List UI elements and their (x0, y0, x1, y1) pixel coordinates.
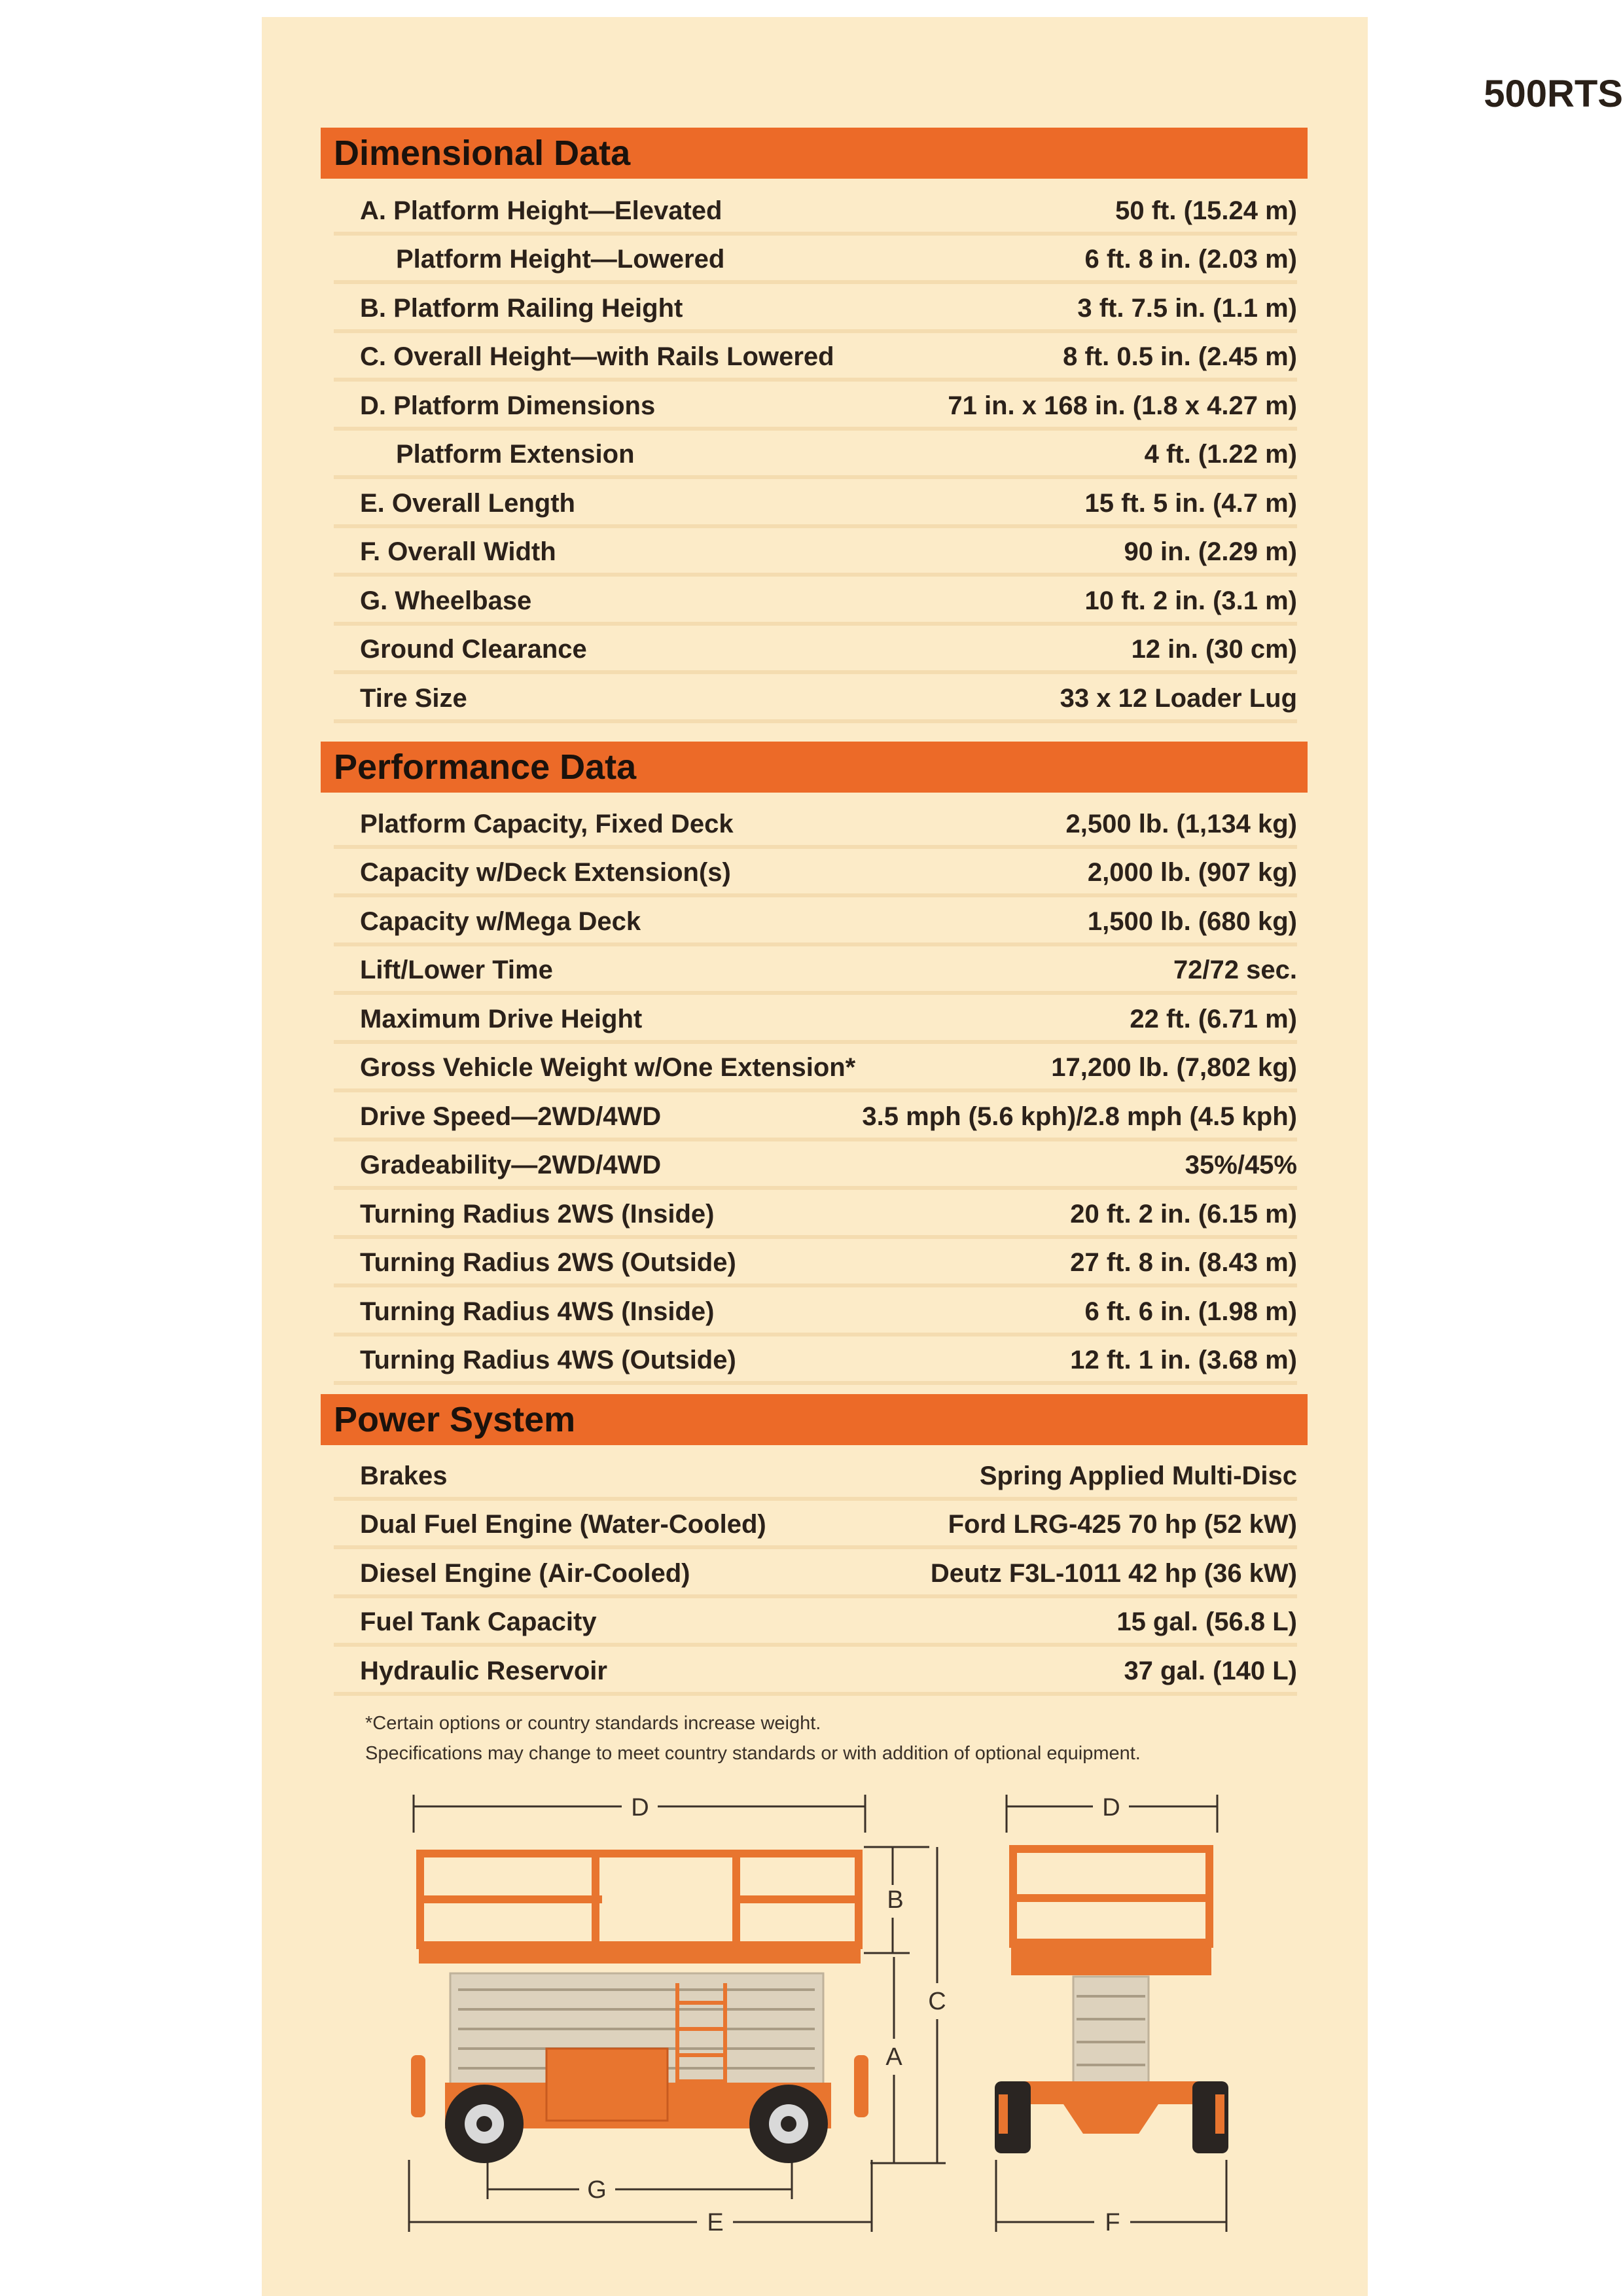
footnote-change: Specifications may change to meet country standards or with addition of optional equipment. (365, 1743, 1141, 1764)
spec-value: 3 ft. 7.5 in. (1.1 m) (1077, 293, 1297, 323)
dim-label-c: C (928, 1988, 946, 2015)
section-header-power: Power System (321, 1394, 1308, 1445)
section-header-performance: Performance Data (321, 742, 1308, 793)
footnote-weight: *Certain options or country standards increase weight. (365, 1713, 821, 1734)
spec-value: Deutz F3L-1011 42 hp (36 kW) (930, 1558, 1297, 1588)
dim-label-a: A (885, 2043, 902, 2071)
side-view-machine (411, 1854, 868, 2163)
spec-value: 4 ft. (1.22 m) (1144, 440, 1297, 469)
spec-label: Gross Vehicle Weight w/One Extension* (360, 1053, 856, 1083)
spec-label: Tire Size (360, 683, 467, 713)
spec-label: E. Overall Length (360, 488, 575, 518)
spec-label: Drive Speed—2WD/4WD (360, 1102, 662, 1131)
spec-label: A. Platform Height—Elevated (360, 196, 722, 225)
spec-value: 3.5 mph (5.6 kph)/2.8 mph (4.5 kph) (862, 1102, 1297, 1131)
spec-label: Hydraulic Reservoir (360, 1656, 607, 1685)
spec-label: Turning Radius 2WS (Inside) (360, 1199, 715, 1229)
spec-value: 2,500 lb. (1,134 kg) (1065, 809, 1297, 838)
spec-value: 71 in. x 168 in. (1.8 x 4.27 m) (948, 391, 1297, 420)
spec-value: 35%/45% (1185, 1151, 1297, 1180)
spec-label: D. Platform Dimensions (360, 391, 656, 420)
spec-value: 37 gal. (140 L) (1124, 1656, 1297, 1685)
spec-label: Capacity w/Deck Extension(s) (360, 858, 731, 888)
spec-value: 90 in. (2.29 m) (1124, 537, 1297, 567)
spec-label: Turning Radius 4WS (Inside) (360, 1297, 715, 1326)
spec-label: Fuel Tank Capacity (360, 1607, 597, 1637)
dim-label-f: F (1105, 2209, 1120, 2236)
spec-label: Turning Radius 2WS (Outside) (360, 1248, 736, 1278)
dim-label-b: B (887, 1886, 904, 1914)
spec-label: Turning Radius 4WS (Outside) (360, 1346, 736, 1375)
dim-label-d-front: D (1102, 1794, 1120, 1821)
spec-value: 50 ft. (15.24 m) (1115, 196, 1297, 225)
spec-label: Platform Extension (396, 440, 635, 469)
spec-value: 27 ft. 8 in. (8.43 m) (1070, 1248, 1297, 1278)
spec-label: Ground Clearance (360, 635, 587, 664)
spec-label: Lift/Lower Time (360, 956, 553, 985)
spec-label: Gradeability—2WD/4WD (360, 1151, 662, 1180)
dim-label-g: G (587, 2176, 607, 2204)
spec-value: 6 ft. 6 in. (1.98 m) (1084, 1297, 1297, 1326)
spec-value: 2,000 lb. (907 kg) (1087, 858, 1297, 888)
spec-value: Spring Applied Multi-Disc (979, 1461, 1297, 1490)
spec-value: 15 gal. (56.8 L) (1116, 1607, 1297, 1637)
spec-label: C. Overall Height—with Rails Lowered (360, 342, 834, 372)
section-header-dimensional: Dimensional Data (321, 128, 1308, 179)
spec-value: 12 in. (30 cm) (1131, 635, 1297, 664)
spec-label: G. Wheelbase (360, 586, 532, 615)
spec-value: 15 ft. 5 in. (4.7 m) (1084, 488, 1297, 518)
spec-label: Dual Fuel Engine (Water-Cooled) (360, 1510, 766, 1539)
spec-value: 10 ft. 2 in. (3.1 m) (1084, 586, 1297, 615)
spec-label: B. Platform Railing Height (360, 293, 683, 323)
side-dim-ge (409, 2160, 872, 2232)
spec-value: 17,200 lb. (7,802 kg) (1051, 1053, 1297, 1083)
spec-value: 72/72 sec. (1173, 956, 1297, 985)
spec-label: Maximum Drive Height (360, 1004, 643, 1033)
spec-label: Diesel Engine (Air-Cooled) (360, 1558, 690, 1588)
front-view-machine (995, 1849, 1228, 2153)
dim-label-d: D (631, 1794, 649, 1821)
spec-label: F. Overall Width (360, 537, 556, 567)
spec-value: 6 ft. 8 in. (2.03 m) (1084, 245, 1297, 274)
spec-label: Platform Capacity, Fixed Deck (360, 809, 734, 838)
spec-value: 33 x 12 Loader Lug (1060, 683, 1297, 713)
spec-label: Brakes (360, 1461, 448, 1490)
spec-value: 1,500 lb. (680 kg) (1087, 906, 1297, 936)
spec-label: Platform Height—Lowered (396, 245, 725, 274)
model-name: 500RTS (1484, 73, 1623, 115)
spec-value: 12 ft. 1 in. (3.68 m) (1070, 1346, 1297, 1375)
spec-label: Capacity w/Mega Deck (360, 906, 641, 936)
dim-label-e: E (707, 2209, 724, 2236)
spec-value: 8 ft. 0.5 in. (2.45 m) (1063, 342, 1297, 372)
spec-value: 20 ft. 2 in. (6.15 m) (1070, 1199, 1297, 1229)
spec-value: 22 ft. (6.71 m) (1130, 1004, 1297, 1033)
spec-value: Ford LRG-425 70 hp (52 kW) (948, 1510, 1297, 1539)
